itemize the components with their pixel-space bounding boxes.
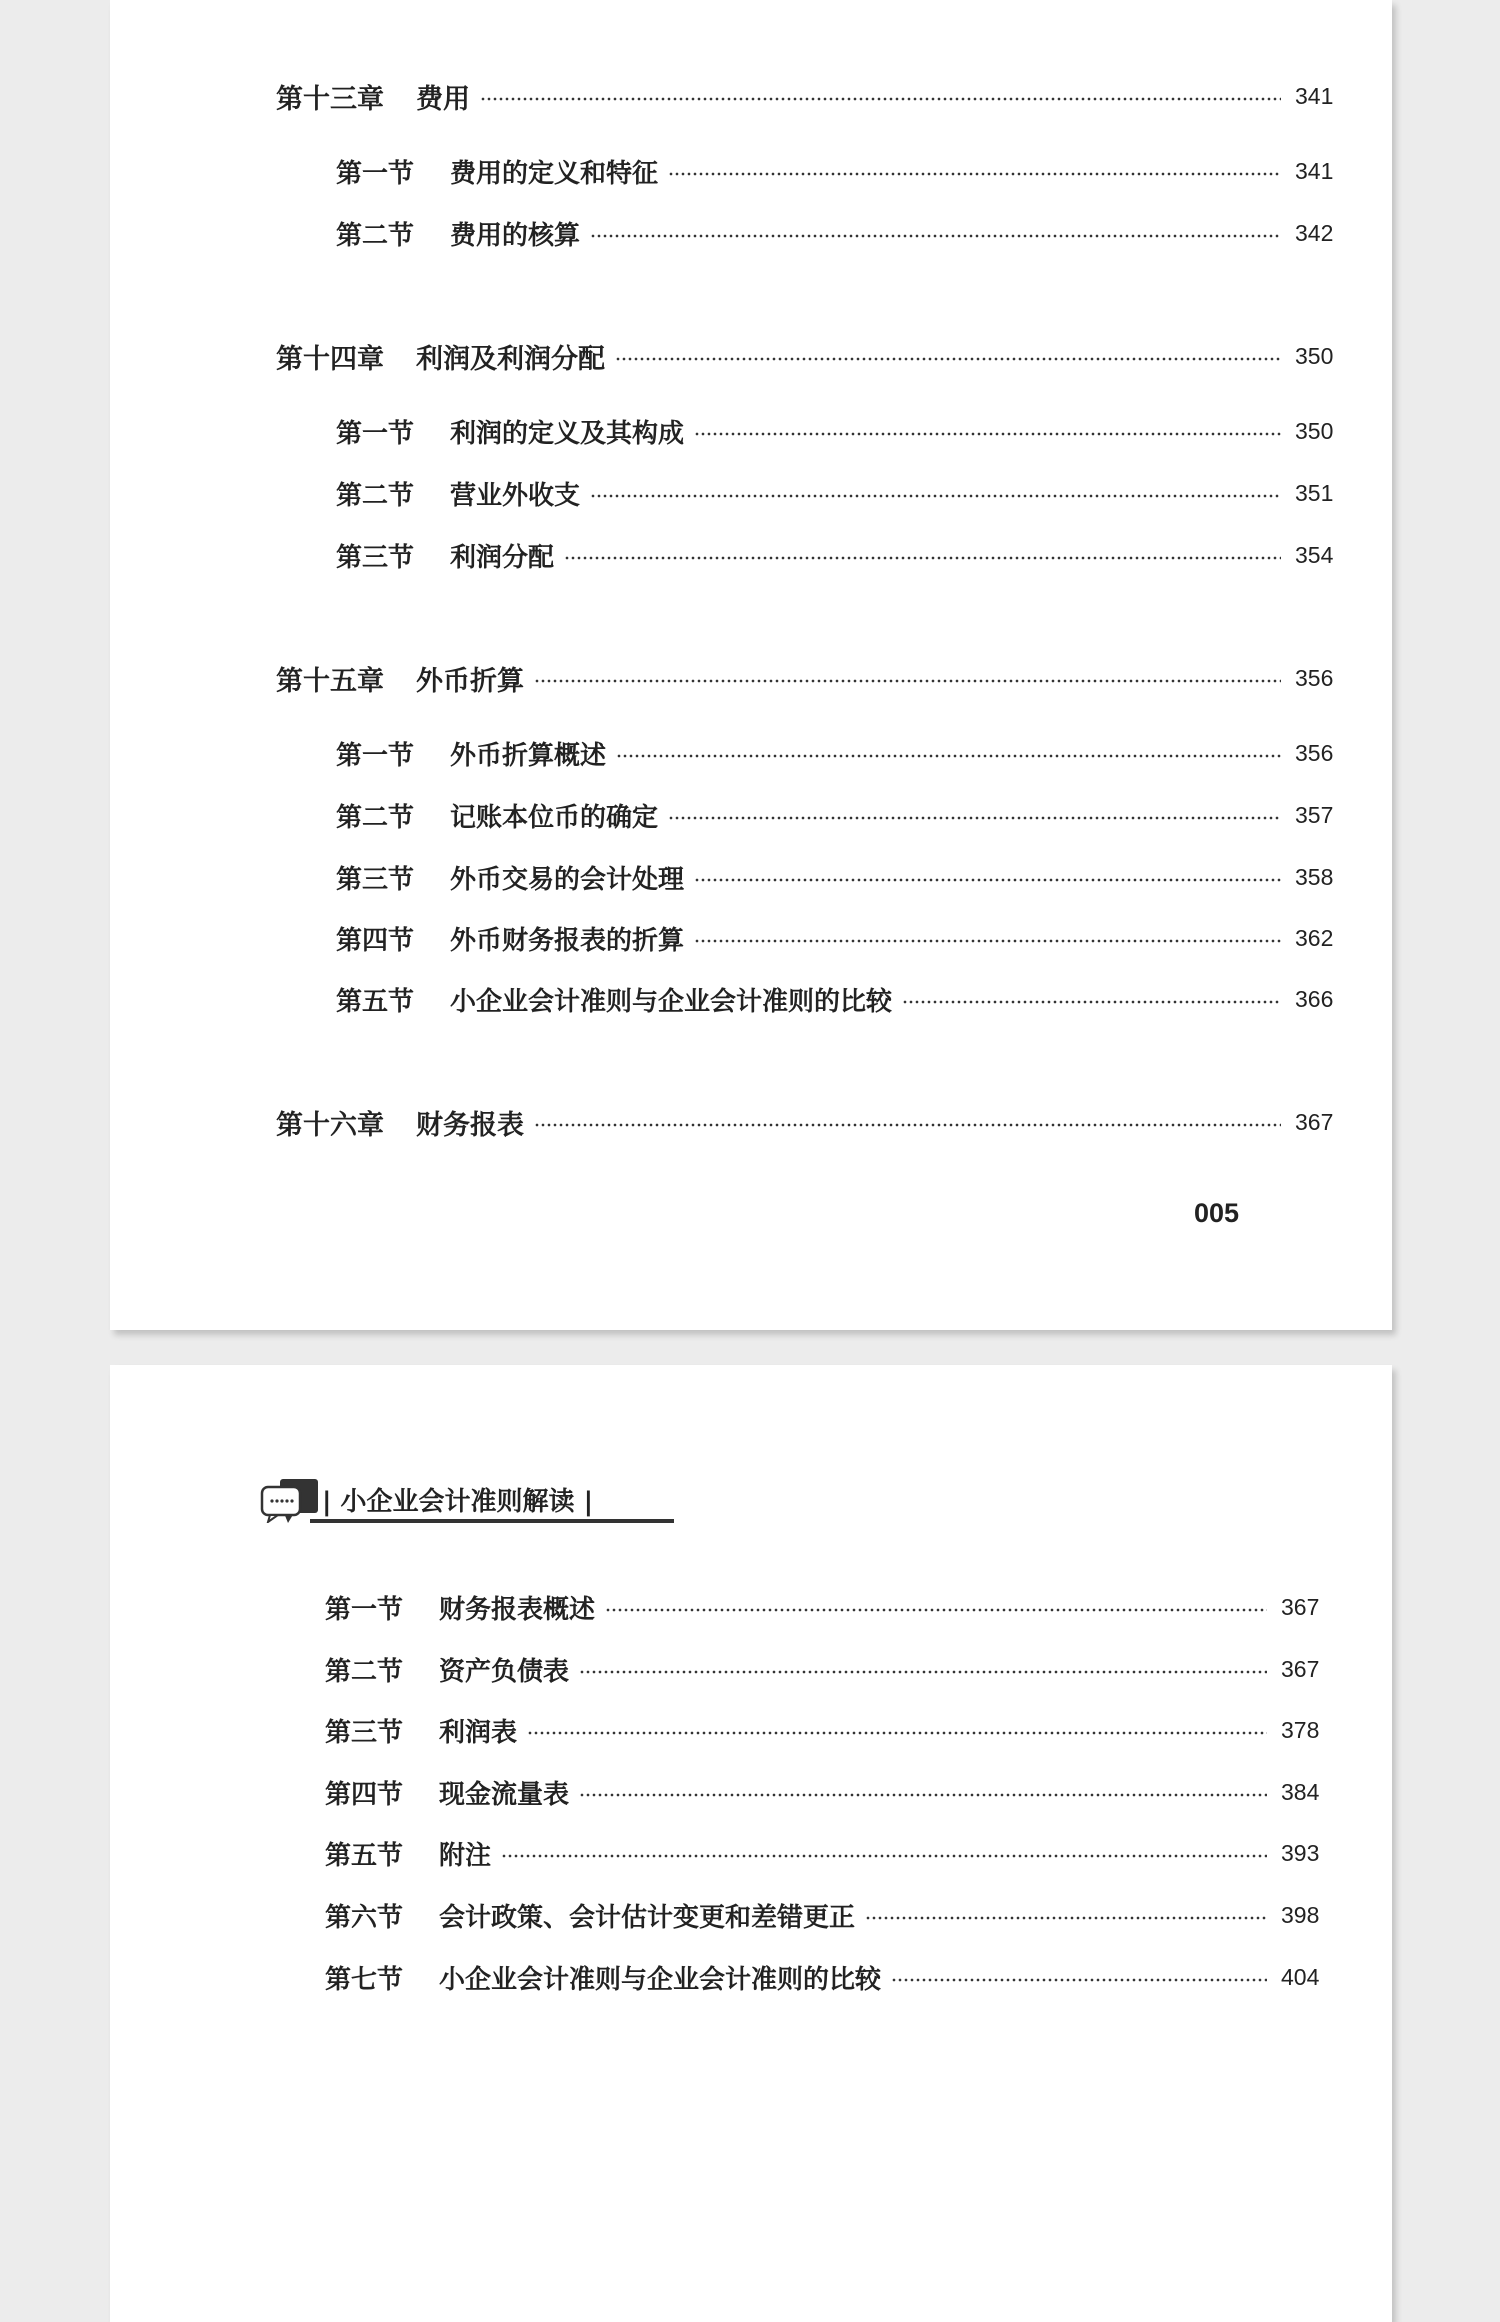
entry-label: 第七节 [325, 1964, 404, 1995]
entry-title: 资产负债表 [439, 1656, 570, 1687]
entry-title: 现金流量表 [439, 1779, 570, 1810]
entry-title: 外币交易的会计处理 [450, 864, 685, 895]
dot-leader [668, 172, 1281, 176]
dot-leader [865, 1916, 1267, 1920]
entry-page: 351 [1295, 479, 1334, 506]
toc-section[interactable] [325, 1833, 1325, 1873]
entry-label: 第三节 [336, 542, 415, 573]
entry-page: 356 [1295, 739, 1334, 766]
toc-section[interactable] [336, 795, 1339, 835]
book-title: | 小企业会计准则解读 | [322, 1487, 594, 1517]
entry-page: 350 [1295, 417, 1334, 444]
toc-section[interactable] [336, 411, 1339, 451]
entry-label: 第十四章 [276, 343, 384, 375]
dot-leader [564, 556, 1281, 560]
entry-page: 366 [1295, 985, 1334, 1012]
entry-page: 393 [1281, 1839, 1320, 1866]
dot-leader [694, 939, 1281, 943]
header-underline [310, 1519, 674, 1523]
entry-label: 第二节 [336, 220, 415, 251]
entry-title: 费用的核算 [450, 220, 581, 251]
entry-title: 小企业会计准则与企业会计准则的比较 [439, 1964, 882, 1995]
toc-section[interactable] [336, 733, 1339, 773]
entry-title: 费用 [416, 83, 470, 115]
page-005 [110, 0, 1392, 1330]
entry-page: 342 [1295, 219, 1334, 246]
toc-chapter-13[interactable] [276, 76, 1339, 116]
toc-section[interactable] [336, 473, 1339, 513]
entry-label: 第二节 [325, 1656, 404, 1687]
dot-leader [668, 816, 1281, 820]
entry-page: 358 [1295, 863, 1334, 890]
entry-title: 利润表 [439, 1717, 518, 1748]
entry-label: 第五节 [325, 1840, 404, 1871]
dot-leader [590, 494, 1281, 498]
dot-leader [891, 1978, 1267, 1982]
dot-leader [527, 1731, 1267, 1735]
toc-section[interactable] [336, 857, 1339, 897]
dot-leader [480, 97, 1281, 101]
entry-page: 398 [1281, 1901, 1320, 1928]
entry-page: 367 [1281, 1593, 1320, 1620]
dot-leader [902, 1000, 1281, 1004]
speech-bubble-icon [260, 1477, 322, 1523]
toc-section[interactable] [325, 1895, 1325, 1935]
entry-label: 第一节 [336, 418, 415, 449]
entry-title: 营业外收支 [450, 480, 581, 511]
entry-label: 第一节 [336, 740, 415, 771]
toc-section[interactable] [325, 1957, 1325, 1997]
entry-page: 367 [1281, 1655, 1320, 1682]
entry-title: 小企业会计准则与企业会计准则的比较 [450, 986, 893, 1017]
dot-leader [579, 1793, 1267, 1797]
dot-leader [694, 432, 1281, 436]
toc-section[interactable] [336, 213, 1339, 253]
entry-title: 财务报表概述 [439, 1594, 596, 1625]
entry-label: 第三节 [325, 1717, 404, 1748]
entry-title: 记账本位币的确定 [450, 802, 659, 833]
entry-title: 利润分配 [450, 542, 555, 573]
entry-page: 341 [1295, 157, 1334, 184]
dot-leader [534, 679, 1281, 683]
entry-page: 384 [1281, 1778, 1320, 1805]
toc-section[interactable] [325, 1587, 1325, 1627]
dot-leader [694, 878, 1281, 882]
toc-chapter-14[interactable] [276, 336, 1339, 376]
entry-label: 第二节 [336, 802, 415, 833]
toc-section[interactable] [325, 1649, 1325, 1689]
entry-page: 354 [1295, 541, 1334, 568]
toc-section[interactable] [325, 1710, 1325, 1750]
entry-label: 第一节 [336, 158, 415, 189]
entry-page: 378 [1281, 1716, 1320, 1743]
entry-label: 第十六章 [276, 1109, 384, 1141]
entry-page: 404 [1281, 1963, 1320, 1990]
page-006 [110, 1365, 1392, 2322]
running-header [260, 1475, 730, 1525]
entry-label: 第五节 [336, 986, 415, 1017]
entry-title: 外币折算 [416, 665, 524, 697]
entry-page: 341 [1295, 82, 1334, 109]
entry-page: 356 [1295, 664, 1334, 691]
dot-leader [605, 1608, 1267, 1612]
entry-label: 第六节 [325, 1902, 404, 1933]
entry-title: 利润及利润分配 [416, 343, 605, 375]
entry-label: 第三节 [336, 864, 415, 895]
toc-section[interactable] [336, 979, 1339, 1019]
entry-title: 会计政策、会计估计变更和差错更正 [439, 1902, 856, 1933]
entry-title: 费用的定义和特征 [450, 158, 659, 189]
toc-chapter-15[interactable] [276, 658, 1339, 698]
entry-page: 362 [1295, 924, 1334, 951]
dot-leader [615, 357, 1281, 361]
toc-section[interactable] [336, 918, 1339, 958]
toc-section[interactable] [336, 151, 1339, 191]
entry-title: 利润的定义及其构成 [450, 418, 685, 449]
toc-section[interactable] [336, 535, 1339, 575]
dot-leader [579, 1670, 1267, 1674]
page-number: 005 [1194, 1198, 1240, 1228]
entry-label: 第二节 [336, 480, 415, 511]
toc-section[interactable] [325, 1772, 1325, 1812]
dot-leader [616, 754, 1281, 758]
entry-label: 第一节 [325, 1594, 404, 1625]
dot-leader [534, 1123, 1281, 1127]
entry-label: 第十三章 [276, 83, 384, 115]
dot-leader [590, 234, 1281, 238]
entry-label: 第十五章 [276, 665, 384, 697]
entry-page: 357 [1295, 801, 1334, 828]
toc-chapter-16[interactable] [276, 1102, 1339, 1142]
entry-title: 附注 [439, 1840, 492, 1871]
dot-leader [501, 1854, 1267, 1858]
entry-label: 第四节 [325, 1779, 404, 1810]
entry-page: 367 [1295, 1108, 1334, 1135]
entry-title: 财务报表 [416, 1109, 524, 1141]
entry-title: 外币财务报表的折算 [450, 925, 685, 956]
entry-label: 第四节 [336, 925, 415, 956]
entry-page: 350 [1295, 342, 1334, 369]
entry-title: 外币折算概述 [450, 740, 607, 771]
